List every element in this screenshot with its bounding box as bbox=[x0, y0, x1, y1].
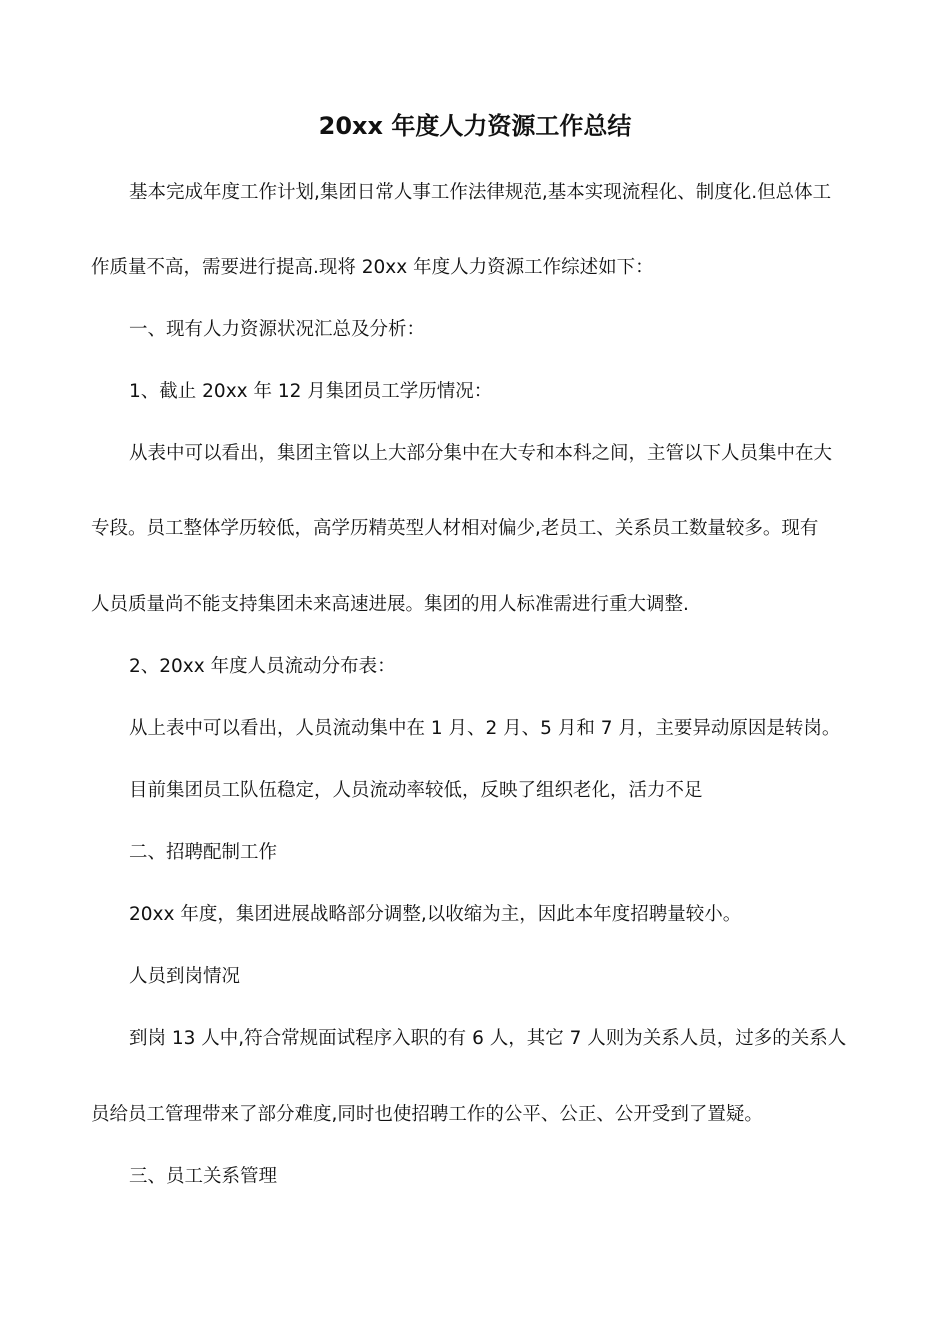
paragraph-line: 到岗 13 人中,符合常规面试程序入职的有 6 人，其它 7 人则为关系人员，过多的关系人 bbox=[129, 1028, 847, 1049]
section-heading: 三、员工关系管理 bbox=[129, 1166, 278, 1187]
document-title: 20xx 年度人力资源工作总结 bbox=[318, 112, 632, 140]
paragraph-line: 员给员工管理带来了部分难度,同时也使招聘工作的公平、公正、公开受到了置疑。 bbox=[91, 1104, 763, 1125]
section-heading: 二、招聘配制工作 bbox=[129, 842, 278, 863]
subsection-heading: 2、20xx 年度人员流动分布表： bbox=[129, 656, 396, 677]
paragraph-line: 从上表中可以看出，人员流动集中在 1 月、2 月、5 月和 7 月，主要异动原因是转岗。 bbox=[129, 718, 841, 739]
paragraph-line: 目前集团员工队伍稳定，人员流动率较低，反映了组织老化，活力不足 bbox=[129, 780, 703, 801]
paragraph-line: 作质量不高，需要进行提高.现将 20xx 年度人力资源工作综述如下： bbox=[91, 257, 654, 278]
paragraph-line: 人员质量尚不能支持集团未来高速进展。集团的用人标准需进行重大调整. bbox=[91, 594, 689, 615]
subsection-heading: 1、截止 20xx 年 12 月集团员工学历情况： bbox=[129, 381, 493, 402]
paragraph-line: 基本完成年度工作计划,集团日常人事工作法律规范,基本实现流程化、制度化.但总体工 bbox=[129, 182, 832, 203]
subsection-heading: 人员到岗情况 bbox=[129, 966, 241, 987]
paragraph-line: 20xx 年度，集团进展战略部分调整,以收缩为主，因此本年度招聘量较小。 bbox=[129, 904, 742, 925]
section-heading: 一、现有人力资源状况汇总及分析： bbox=[129, 319, 426, 340]
paragraph-line: 从表中可以看出，集团主管以上大部分集中在大专和本科之间，主管以下人员集中在大 bbox=[129, 443, 833, 464]
paragraph-line: 专段。员工整体学历较低，高学历精英型人材相对偏少,老员工、关系员工数量较多。现有 bbox=[91, 518, 819, 539]
